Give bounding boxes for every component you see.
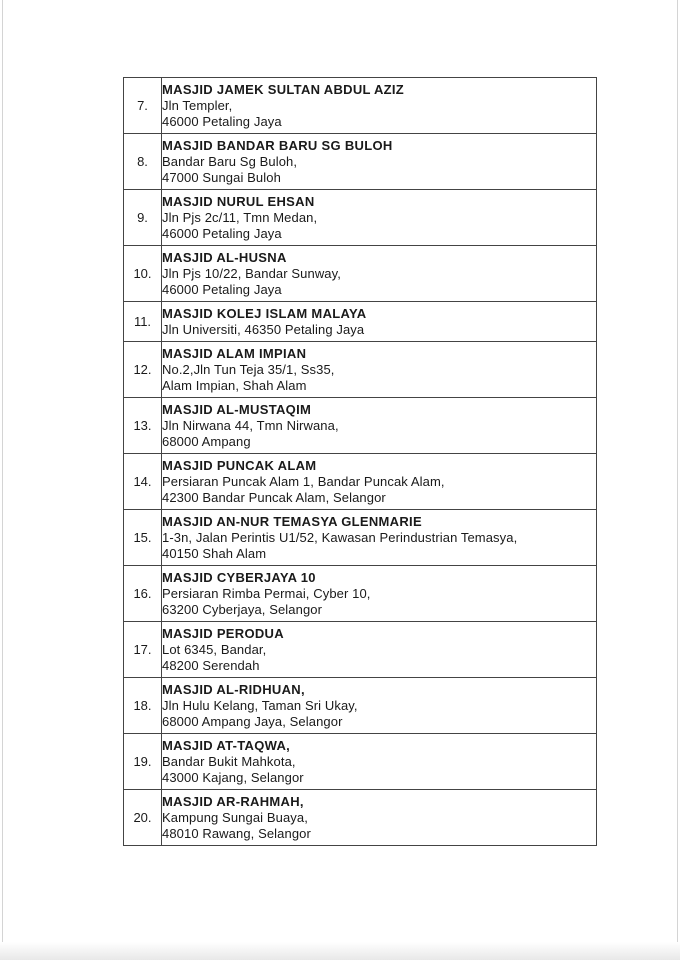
mosque-address-line: 42300 Bandar Puncak Alam, Selangor — [162, 489, 386, 505]
mosque-details — [162, 134, 597, 190]
mosque-details — [162, 734, 597, 790]
mosque-details — [162, 454, 597, 510]
mosque-details — [162, 566, 597, 622]
mosque-row — [124, 246, 597, 302]
mosque-details — [162, 622, 597, 678]
mosque-address-line: 46000 Petaling Jaya — [162, 113, 282, 129]
page-right-edge — [677, 0, 678, 960]
mosque-details — [162, 678, 597, 734]
row-number: 9. — [124, 190, 162, 246]
mosque-details — [162, 302, 597, 342]
mosque-row — [124, 790, 597, 846]
mosque-details — [162, 342, 597, 398]
mosque-address-line: No.2,Jln Tun Teja 35/1, Ss35, — [162, 361, 335, 377]
mosque-row — [124, 78, 597, 134]
mosque-address-line: 63200 Cyberjaya, Selangor — [162, 601, 323, 617]
mosque-address-line: Bandar Bukit Mahkota, — [162, 753, 296, 769]
mosque-row — [124, 678, 597, 734]
mosque-address-line: 48010 Rawang, Selangor — [162, 825, 311, 841]
mosque-address-line: Jln Pjs 10/22, Bandar Sunway, — [162, 265, 341, 281]
row-number: 16. — [124, 566, 162, 622]
mosque-name: MASJID KOLEJ ISLAM MALAYA — [162, 305, 367, 321]
mosque-address-line: Jln Universiti, 46350 Petaling Jaya — [162, 321, 365, 337]
mosque-list-body — [124, 78, 597, 846]
mosque-name: MASJID NURUL EHSAN — [162, 193, 315, 209]
mosque-name: MASJID AR-RAHMAH, — [162, 793, 304, 809]
mosque-name: MASJID AL-HUSNA — [162, 249, 287, 265]
mosque-address-line: Bandar Baru Sg Buloh, — [162, 153, 298, 169]
mosque-address-line: 40150 Shah Alam — [162, 545, 267, 561]
page-left-edge — [2, 0, 3, 960]
mosque-address-line: 46000 Petaling Jaya — [162, 281, 282, 297]
mosque-address-line: Jln Pjs 2c/11, Tmn Medan, — [162, 209, 318, 225]
mosque-address-line: 1-3n, Jalan Perintis U1/52, Kawasan Perindustrian Temasya, — [162, 529, 518, 545]
row-number: 12. — [124, 342, 162, 398]
mosque-details — [162, 78, 597, 134]
mosque-address-line: 43000 Kajang, Selangor — [162, 769, 304, 785]
mosque-name: MASJID AT-TAQWA, — [162, 737, 291, 753]
mosque-address-line: Kampung Sungai Buaya, — [162, 809, 308, 825]
mosque-address-line: 48200 Serendah — [162, 657, 260, 673]
mosque-row — [124, 510, 597, 566]
mosque-row — [124, 734, 597, 790]
mosque-row — [124, 622, 597, 678]
mosque-name: MASJID BANDAR BARU SG BULOH — [162, 137, 393, 153]
mosque-address-line: 68000 Ampang Jaya, Selangor — [162, 713, 343, 729]
row-number: 10. — [124, 246, 162, 302]
mosque-name: MASJID AL-RIDHUAN, — [162, 681, 305, 697]
mosque-address-line: Lot 6345, Bandar, — [162, 641, 267, 657]
mosque-address-line: Jln Templer, — [162, 97, 233, 113]
mosque-name: MASJID CYBERJAYA 10 — [162, 569, 316, 585]
mosque-address-line: 47000 Sungai Buloh — [162, 169, 281, 185]
row-number: 15. — [124, 510, 162, 566]
row-number: 11. — [124, 302, 162, 342]
row-number: 13. — [124, 398, 162, 454]
mosque-address-line: Persiaran Rimba Permai, Cyber 10, — [162, 585, 371, 601]
row-number: 18. — [124, 678, 162, 734]
mosque-details — [162, 790, 597, 846]
mosque-details — [162, 190, 597, 246]
page-bottom-edge — [0, 942, 680, 960]
mosque-details — [162, 510, 597, 566]
mosque-row — [124, 134, 597, 190]
row-number: 8. — [124, 134, 162, 190]
mosque-address-line: 46000 Petaling Jaya — [162, 225, 282, 241]
mosque-row — [124, 566, 597, 622]
mosque-name: MASJID AN-NUR TEMASYA GLENMARIE — [162, 513, 422, 529]
mosque-address-line: Persiaran Puncak Alam 1, Bandar Puncak Alam, — [162, 473, 445, 489]
mosque-row — [124, 454, 597, 510]
mosque-name: MASJID PERODUA — [162, 625, 284, 641]
row-number: 17. — [124, 622, 162, 678]
mosque-name: MASJID PUNCAK ALAM — [162, 457, 317, 473]
mosque-details — [162, 246, 597, 302]
mosque-details — [162, 398, 597, 454]
row-number: 7. — [124, 78, 162, 134]
mosque-list-table — [123, 77, 597, 846]
mosque-row — [124, 398, 597, 454]
mosque-row — [124, 190, 597, 246]
mosque-row — [124, 302, 597, 342]
row-number: 20. — [124, 790, 162, 846]
mosque-row — [124, 342, 597, 398]
row-number: 14. — [124, 454, 162, 510]
mosque-address-line: 68000 Ampang — [162, 433, 251, 449]
row-number: 19. — [124, 734, 162, 790]
mosque-name: MASJID ALAM IMPIAN — [162, 345, 307, 361]
mosque-address-line: Jln Hulu Kelang, Taman Sri Ukay, — [162, 697, 358, 713]
mosque-address-line: Jln Nirwana 44, Tmn Nirwana, — [162, 417, 339, 433]
mosque-name: MASJID AL-MUSTAQIM — [162, 401, 312, 417]
mosque-name: MASJID JAMEK SULTAN ABDUL AZIZ — [162, 81, 405, 97]
mosque-address-line: Alam Impian, Shah Alam — [162, 377, 307, 393]
